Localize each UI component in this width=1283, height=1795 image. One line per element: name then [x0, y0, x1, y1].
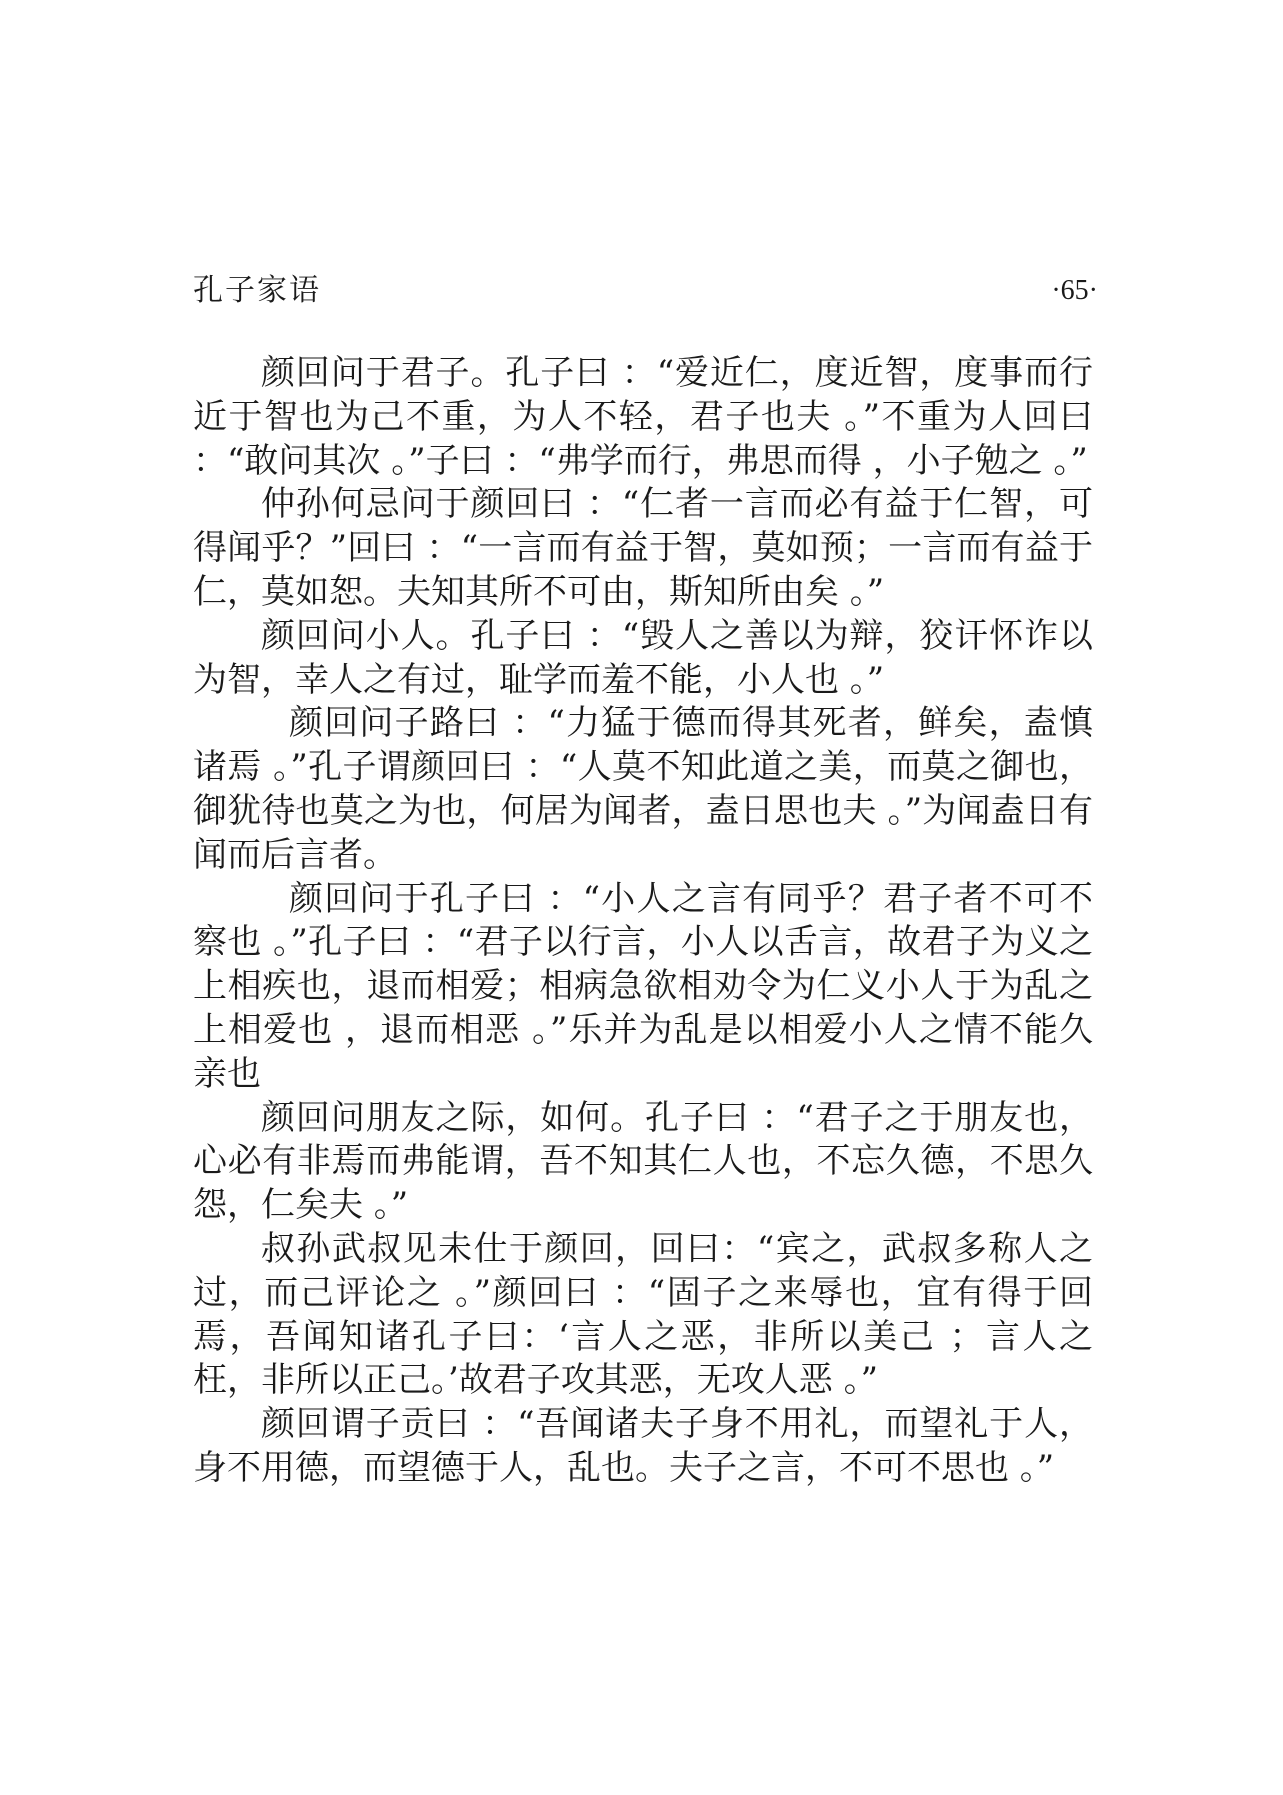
paragraph-6: 颜回问朋友之际，如何。孔子曰 ：“君子之于朋友也，心必有非焉而弗能谓，吾不知其仁人也，不忘久德，不思久怨，仁矣夫 。” [193, 1097, 1093, 1226]
book-title: 孔子家语 [193, 273, 321, 308]
paragraph-3: 颜回问小人。孔子曰 ：“毁人之善以为辩，狡讦怀诈以为智，幸人之有过，耻学而羞不能，小人也 。” [193, 615, 1093, 700]
body-text [193, 352, 1093, 1491]
paragraph-2: 仲孙何忌问于颜回曰 ：“仁者一言而必有益于仁智，可得闻乎？”回曰 ：“一言而有益于智，莫如预；一言而有益于仁，莫如恕。夫知其所不可由，斯知所由矣 。” [193, 484, 1093, 612]
paragraph-4: 颜回问子路曰 ：“力猛于德而得其死者，鲜矣，盍慎诸焉 。”孔子谓颜回曰 ：“人莫不知此道之美，而莫之御也，御犹待也莫之为也，何居为闻者，盍日思也夫 。”为闻盍日有闻而后言者。 [193, 703, 1093, 875]
paragraph-1: 颜回问于君子。孔子曰 ：“爱近仁，度近智，度事而行近于智也为己不重，为人不轻，君子也夫 。”不重为人回曰 ：“敢问其次 。”子曰 ：“弗学而行，弗思而得 ，小子勉之 。” [193, 353, 1093, 481]
page-number: ·65· [1051, 275, 1098, 306]
paragraph-7: 叔孙武叔见未仕于颜回，回曰：“宾之，武叔多称人之过，而己评论之 。”颜回曰 ：“固子之来辱也，宜有得于回焉，吾闻知诸孔子曰：‘言人之恶，非所以美己 ；言人之枉，非所以正己。’故君子攻其恶，无攻人恶 。” [193, 1228, 1093, 1401]
paragraph-5: 颜回问于孔子曰 ：“小人之言有同乎？君子者不可不察也 。”孔子曰 ：“君子以行言，小人以舌言，故君子为义之上相疾也，退而相爱；相病急欲相劝令为仁义小人于为乱之上相爱也 ，退而相恶 。”乐并为乱是以相爱小人之情不能久亲也 [193, 878, 1093, 1094]
page-header [193, 268, 1098, 314]
paragraph-8: 颜回谓子贡曰 ：“吾闻诸夫子身不用礼，而望礼于人，身不用德，而望德于人，乱也。夫子之言，不可不思也 。” [193, 1404, 1093, 1488]
